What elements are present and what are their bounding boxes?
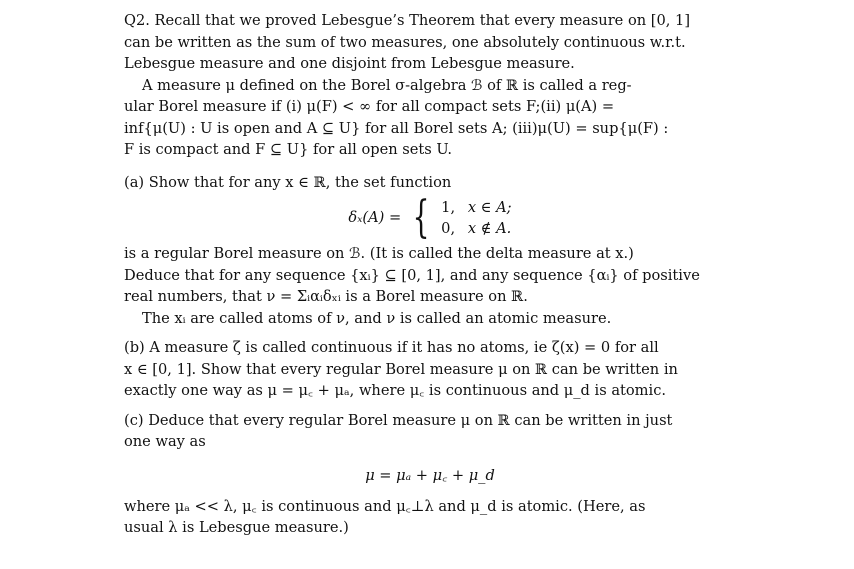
part-b-line-1: (b) A measure ζ is called continuous if it has no atoms, ie ζ(x) = 0 for all xyxy=(124,339,659,356)
case-in-value: 1, xyxy=(441,199,456,216)
regular-borel-definition xyxy=(124,75,736,161)
part-c-line-2: one way as xyxy=(124,433,206,450)
part-c-closing-line-1: where μₐ << λ, μ꜀ is continuous and μ꜀⊥λ and μ_d is atomic. (Here, as xyxy=(124,497,646,515)
part-b-line-3: exactly one way as μ = μ꜀ + μₐ, where μ꜀ is continuous and μ_d is atomic. xyxy=(124,382,667,399)
part-c-closing-line-2: usual λ is Lebesgue measure.) xyxy=(124,519,349,536)
q2-intro-line-3: Lebesgue measure and one disjoint from Lebesgue measure. xyxy=(124,55,575,72)
part-c-line-1: (c) Deduce that every regular Borel measure μ on ℝ can be written in just xyxy=(124,411,673,429)
definition-line-2: ular Borel measure if (i) μ(F) < ∞ for all compact sets F;(ii) μ(A) = xyxy=(124,98,615,115)
part-a-body-line-3: real numbers, that ν = Σᵢαᵢδₓᵢ is a Borel measure on ℝ. xyxy=(124,288,528,305)
problem-sheet xyxy=(124,10,736,539)
part-a-body-line-1: is a regular Borel measure on ℬ. (It is called the delta measure at x.) xyxy=(124,245,634,262)
part-a-lead-text: (a) Show that for any x ∈ ℝ, the set function xyxy=(124,173,452,191)
cases-rows xyxy=(441,197,511,239)
q2-intro xyxy=(124,10,736,75)
case-in-condition: x ∈ A; xyxy=(467,199,512,216)
definition-line-1: A measure μ defined on the Borel σ-algebra ℬ of ℝ is called a reg- xyxy=(142,76,632,94)
delta-definition xyxy=(124,192,736,243)
delta-cases xyxy=(348,192,512,243)
q2-intro-line-1: Q2. Recall that we proved Lebesgue’s Theorem that every measure on [0, 1] xyxy=(124,12,691,29)
case-row-in xyxy=(441,197,511,218)
left-brace: { xyxy=(412,192,430,243)
part-c xyxy=(124,410,736,453)
part-c-closing xyxy=(124,496,736,539)
q2-intro-line-2: can be written as the sum of two measures, one absolutely continuous w.r.t. xyxy=(124,33,686,51)
part-a-lead xyxy=(124,172,736,194)
part-a-atoms xyxy=(124,308,736,330)
part-a-atoms-text: The xᵢ are called atoms of ν, and ν is called an atomic measure. xyxy=(142,309,612,327)
part-b xyxy=(124,337,736,402)
decomposition-equation: μ = μₐ + μ꜀ + μ_d xyxy=(365,466,495,484)
case-row-out xyxy=(441,218,511,239)
part-a-body xyxy=(124,243,736,308)
case-out-value: 0, xyxy=(441,220,456,237)
delta-lhs: δₓ(A) = xyxy=(348,209,402,226)
part-b-line-2: x ∈ [0, 1]. Show that every regular Borel measure μ on ℝ can be written in xyxy=(124,360,678,378)
definition-line-4: F is compact and F ⊆ U} for all open sets U. xyxy=(124,141,453,158)
case-out-condition: x ∉ A. xyxy=(467,220,512,237)
part-a-body-line-2: Deduce that for any sequence {xᵢ} ⊆ [0, 1], and any sequence {αᵢ} of positive xyxy=(124,266,700,284)
definition-line-3: inf{μ(U) : U is open and A ⊆ U} for all Borel sets A; (iii)μ(U) = sup{μ(F) : xyxy=(124,119,669,137)
